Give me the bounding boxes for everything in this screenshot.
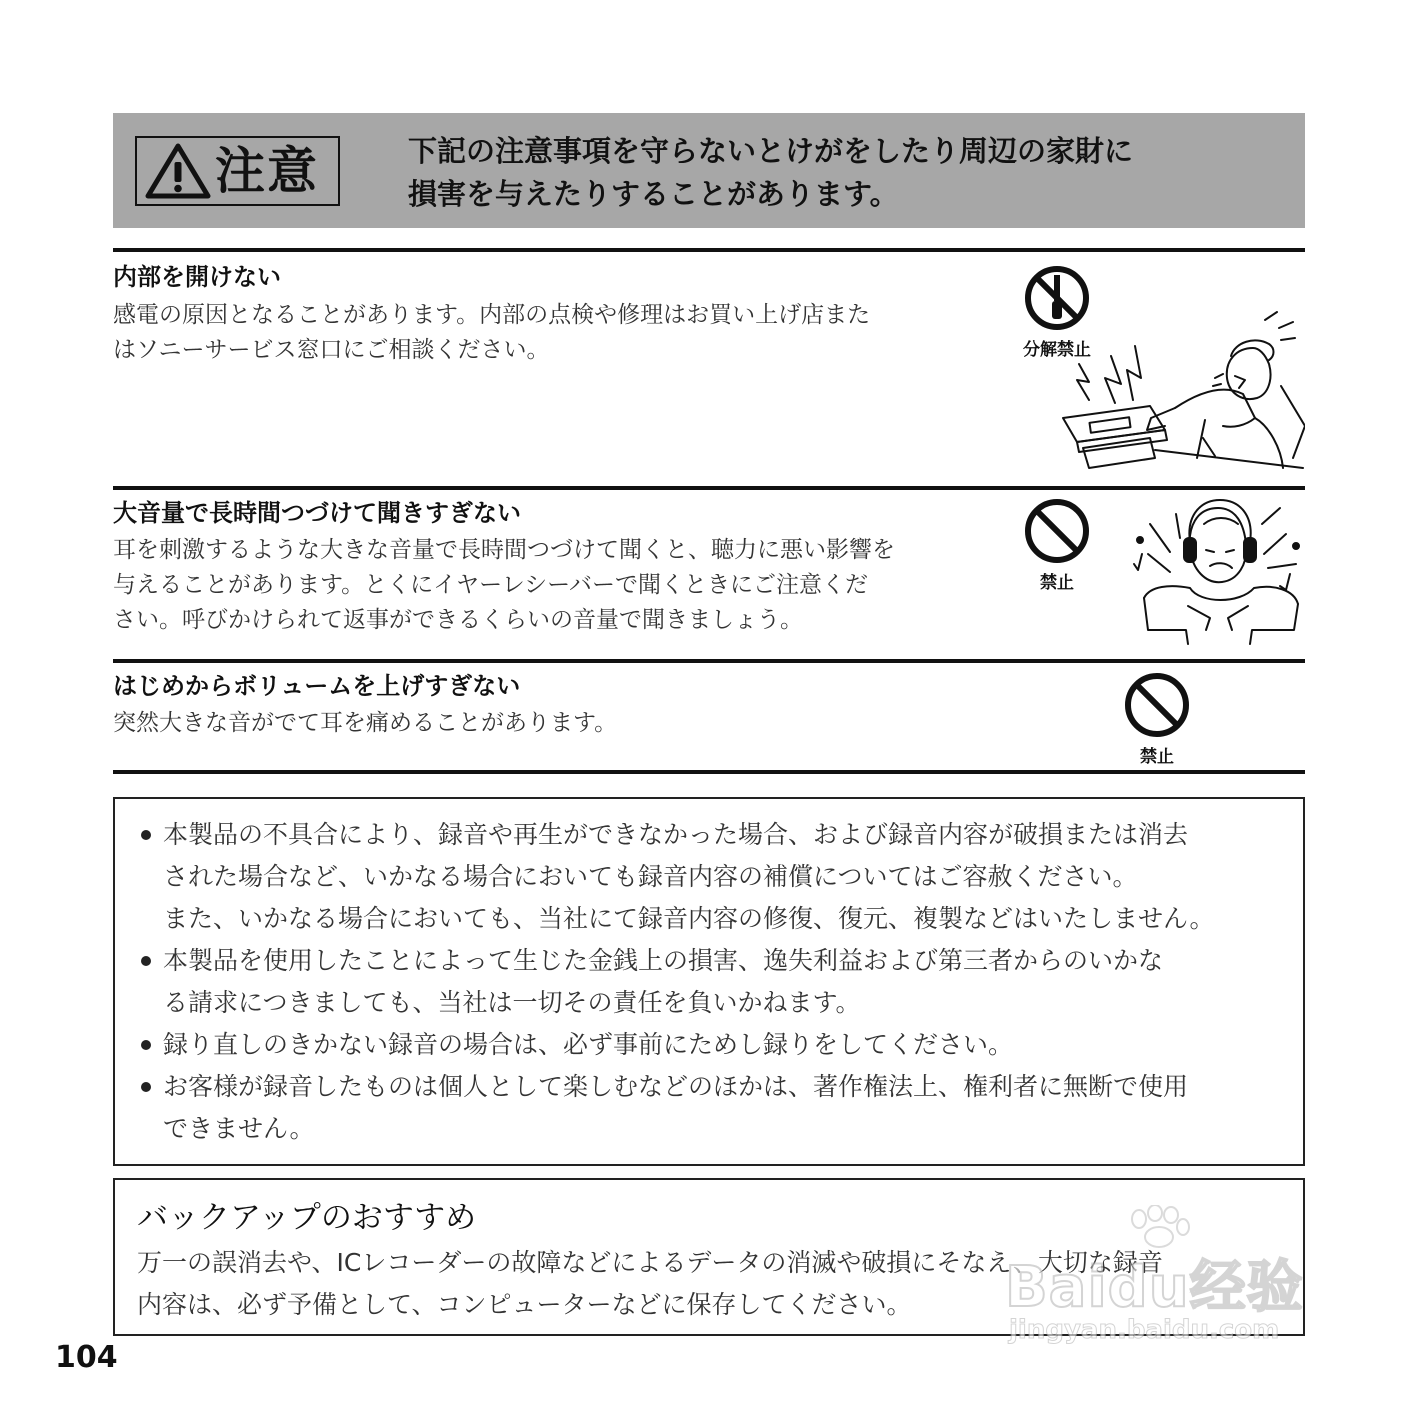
note-line: 録り直しのきかない録音の場合は、必ず事前にためし録りをしてください。 [163,1030,1014,1059]
note-line: できません。 [163,1114,315,1143]
baidu-watermark [995,1205,1340,1365]
note-line: 本製品を使用したことによって生じた金銭上の損害、逸失利益および第三者からのいかな [163,946,1164,975]
caution-banner [113,113,1305,228]
bullet-icon [141,956,151,966]
prohibited-icon [1024,498,1090,564]
prohibited-sign [1117,672,1197,767]
section-body-line: 感電の原因となることがあります。内部の点検や修理はお買い上げ店また [113,302,871,328]
caution-message-line: 損害を与えたりすることがあります。 [408,177,899,211]
section-divider [113,659,1305,663]
notes-box [113,797,1305,1166]
bullet-icon [141,1082,151,1092]
prohibit-caption: 分解禁止 [1023,340,1091,360]
watermark-url: jingyan.baidu.com [1009,1315,1280,1345]
section-body-line: 耳を刺激するような大きな音量で長時間つづけて聞くと、聴力に悪い影響を [113,537,895,563]
section-title: 内部を開けない [113,263,281,291]
note-item [139,814,1299,940]
section-title: はじめからボリュームを上げすぎない [113,672,521,700]
prohibit-caption: 禁止 [1040,573,1074,593]
caution-label: 注意 [215,142,319,200]
backup-title: バックアップのおすすめ [137,1200,477,1236]
notes-list [139,814,1299,1150]
note-line: お客様が録音したものは個人として楽しむなどのほかは、著作権法上、権利者に無断で使用 [163,1072,1189,1101]
prohibited-icon [1124,672,1190,738]
caution-message [408,130,1288,216]
note-item [139,1066,1299,1150]
note-line: された場合など、いかなる場合においても録音内容の補償についてはご容赦ください。 [163,862,1138,891]
prohibited-sign [1017,498,1097,593]
section-body [113,533,895,638]
section-body-line: 与えることがあります。とくにイヤーレシーバーで聞くときにご注意くだ [113,572,868,598]
watermark-brand: Baidu经验 [1005,1255,1304,1320]
section-body-line: はソニーサービス窓口にご相談ください。 [113,337,550,363]
warning-triangle-icon [145,143,211,199]
section-title: 大音量で長時間つづけて聞きすぎない [113,499,521,527]
note-item [139,940,1299,1024]
note-line: また、いかなる場合においても、当社にて録音内容の修復、復元、複製などはいたしません。 [163,904,1215,933]
note-line: 本製品の不具合により、録音や再生ができなかった場合、および録音内容が破損または消去 [163,820,1189,849]
section-divider [113,770,1305,774]
section-divider [113,248,1305,252]
section-divider [113,486,1305,490]
section-body [113,706,617,741]
bullet-icon [141,1040,151,1050]
section-body [113,298,870,368]
caution-message-line: 下記の注意事項を守らないとけがをしたり周辺の家財に [408,134,1134,168]
caution-label-box [135,136,340,206]
backup-body-line: 内容は、必ず予備として、コンピューターなどに保存してください。 [137,1290,912,1319]
loud-headphones-illustration [1130,494,1305,656]
page-number: 104 [55,1340,118,1375]
note-item [139,1024,1299,1066]
section-body-line: さい。呼びかけられて返事ができるくらいの音量で聞きましょう。 [113,607,803,633]
backup-body-line: 万一の誤消去や、ICレコーダーの故障などによるデータの消滅や破損にそなえ、大切な録音 [137,1248,1163,1277]
electric-shock-illustration [1055,308,1305,478]
bullet-icon [141,830,151,840]
section-body-line: 突然大きな音がでて耳を痛めることがあります。 [113,710,618,736]
note-line: る請求につきましても、当社は一切その責任を負いかねます。 [163,988,861,1017]
prohibit-caption: 禁止 [1140,747,1174,767]
